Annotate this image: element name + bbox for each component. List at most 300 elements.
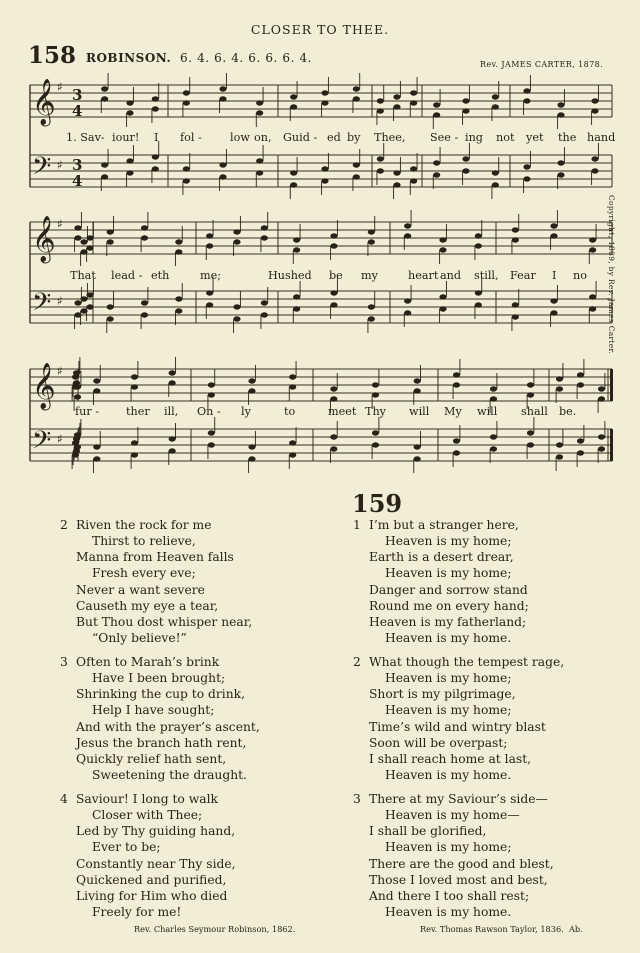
verse-line: Earth is a desert drear,	[369, 550, 514, 565]
note-head	[293, 237, 300, 242]
lyric-syllable: eth	[151, 269, 170, 282]
note-head	[492, 182, 499, 187]
note-head	[404, 223, 411, 228]
note-head	[152, 106, 159, 111]
note-head	[248, 378, 255, 383]
verse-line: Help I have sought;	[92, 703, 215, 718]
note-head	[169, 380, 176, 385]
verse-line: Never a want severe	[76, 582, 205, 597]
time-signature: 3	[72, 156, 83, 174]
note-head	[289, 452, 296, 457]
note-head	[598, 446, 605, 451]
note-head	[368, 304, 375, 309]
note-head	[256, 158, 263, 163]
lyric-syllable: to	[284, 405, 296, 418]
verse-line: Ever to be;	[92, 840, 161, 855]
note-head	[74, 225, 81, 230]
lyric-syllable: will	[409, 405, 430, 418]
lyric-syllable: ing	[465, 131, 483, 144]
note-head	[404, 298, 411, 303]
bass-clef: 𝄢	[32, 426, 52, 461]
verse-line: Danger and sorrow stand	[369, 582, 528, 597]
note-head	[321, 90, 328, 95]
time-signature: 3	[72, 86, 83, 104]
note-head	[219, 162, 226, 167]
note-head	[261, 225, 268, 230]
verse-line: Freely for me!	[92, 905, 182, 920]
tune-name: ROBINSON.	[86, 51, 172, 65]
verse-line: Heaven is my home;	[385, 566, 512, 581]
bass-clef: 𝄢	[32, 288, 52, 323]
note-head	[453, 438, 460, 443]
note-head	[439, 247, 446, 252]
note-head	[523, 176, 530, 181]
note-head	[512, 227, 519, 232]
note-head	[410, 178, 417, 183]
note-head	[377, 156, 384, 161]
note-head	[492, 94, 499, 99]
verse-line: But Thou dost whisper near,	[76, 614, 253, 629]
lyric-syllable: iour!	[112, 131, 140, 144]
lyric-syllable: low	[230, 131, 250, 144]
note-head	[206, 243, 213, 248]
note-head	[208, 382, 215, 387]
verse-number: 3	[60, 655, 68, 669]
note-head	[377, 98, 384, 103]
note-head	[353, 162, 360, 167]
note-head	[393, 94, 400, 99]
verse-line: Saviour! I long to walk	[76, 792, 218, 806]
sharp-sign: ♯	[57, 294, 63, 308]
note-head	[557, 112, 564, 117]
note-head	[368, 316, 375, 321]
verse-number: 3	[353, 792, 361, 806]
note-head	[550, 310, 557, 315]
note-head	[126, 110, 133, 115]
note-head	[74, 394, 81, 399]
note-head	[433, 102, 440, 107]
note-head	[131, 374, 138, 379]
verse-line: Manna from Heaven falls	[76, 550, 234, 565]
note-head	[523, 164, 530, 169]
treble-clef: 𝄞	[32, 216, 56, 262]
hymn-number-159: 159	[352, 489, 403, 518]
note-head	[74, 444, 81, 449]
note-head	[557, 160, 564, 165]
lyric-syllable: Thee,	[374, 131, 406, 144]
note-head	[131, 384, 138, 389]
note-head	[462, 108, 469, 113]
note-head	[183, 178, 190, 183]
note-head	[598, 396, 605, 401]
verse-159-3	[353, 791, 554, 920]
lyric-syllable: be	[329, 269, 343, 282]
note-head	[101, 86, 108, 91]
note-head	[462, 168, 469, 173]
final-barline	[610, 429, 613, 461]
note-head	[556, 386, 563, 391]
note-head	[490, 434, 497, 439]
note-head	[589, 237, 596, 242]
lyric-syllable: me;	[200, 269, 221, 282]
verse-line: Closer with Thee;	[92, 808, 203, 823]
note-head	[93, 456, 100, 461]
note-head	[141, 300, 148, 305]
note-head	[353, 86, 360, 91]
note-head	[289, 384, 296, 389]
note-head	[93, 388, 100, 393]
lyric-syllable: fur -	[75, 405, 100, 418]
verse-line: Soon will be overpast;	[369, 735, 508, 750]
note-head	[233, 304, 240, 309]
note-head	[433, 112, 440, 117]
verse-line: Fresh every eve;	[92, 566, 196, 581]
note-head	[550, 298, 557, 303]
note-head	[556, 454, 563, 459]
note-head	[577, 372, 584, 377]
note-head	[353, 174, 360, 179]
note-head	[131, 452, 138, 457]
note-head	[169, 448, 176, 453]
note-head	[152, 96, 159, 101]
verse-line: I’m but a stranger here,	[369, 518, 519, 532]
note-head	[126, 100, 133, 105]
note-head	[74, 384, 81, 389]
note-head	[591, 108, 598, 113]
note-head	[410, 90, 417, 95]
composer: Rev. JAMES CARTER, 1878.	[480, 60, 604, 69]
note-head	[414, 456, 421, 461]
note-head	[208, 392, 215, 397]
note-head	[219, 174, 226, 179]
verse-line: Heaven is my home.	[385, 768, 512, 783]
note-head	[330, 386, 337, 391]
note-head	[591, 98, 598, 103]
lyric-syllable: Guid -	[283, 131, 318, 144]
note-head	[206, 290, 213, 295]
note-head	[557, 172, 564, 177]
note-head	[556, 442, 563, 447]
attribution-158: Rev. Charles Seymour Robinson, 1862.	[134, 924, 296, 934]
note-head	[293, 306, 300, 311]
note-head	[80, 296, 87, 301]
note-head	[86, 292, 93, 297]
verse-line: Riven the rock for me	[76, 518, 212, 532]
note-head	[290, 170, 297, 175]
note-head	[73, 370, 80, 375]
verse-line: There at my Saviour’s side—	[369, 792, 548, 806]
verse-line: Heaven is my home;	[385, 703, 512, 718]
note-head	[557, 102, 564, 107]
verse-line: Heaven is my home;	[385, 534, 512, 549]
note-head	[439, 294, 446, 299]
note-head	[86, 235, 93, 240]
note-head	[589, 294, 596, 299]
lyric-syllable: Hushed	[268, 269, 312, 282]
note-head	[372, 392, 379, 397]
note-head	[490, 446, 497, 451]
verse-line: Time’s wild and wintry blast	[369, 719, 546, 734]
hymn-number-158: 158	[28, 42, 77, 69]
verse-line: “Only believe!”	[92, 631, 187, 646]
note-head	[289, 440, 296, 445]
verse-line: Short is my pilgrimage,	[369, 687, 516, 702]
note-head	[475, 243, 482, 248]
note-head	[256, 170, 263, 175]
lyric-syllable: by	[347, 131, 361, 144]
note-head	[330, 446, 337, 451]
lyric-syllable: ly	[241, 405, 251, 418]
attribution-159-author: Rev. Thomas Rawson Taylor, 1836.	[420, 924, 564, 934]
verse-line: Have I been brought;	[92, 671, 226, 686]
note-head	[206, 233, 213, 238]
note-head	[577, 450, 584, 455]
note-head	[439, 237, 446, 242]
verse-line: Heaven is my home.	[385, 631, 512, 646]
time-signature: 4	[72, 102, 83, 120]
note-head	[141, 225, 148, 230]
note-head	[290, 94, 297, 99]
note-head	[372, 382, 379, 387]
note-head	[372, 442, 379, 447]
note-head	[206, 302, 213, 307]
note-head	[126, 158, 133, 163]
verse-line: Heaven is my fatherland;	[369, 614, 527, 629]
lyric-syllable: See -	[430, 131, 459, 144]
lyric-syllable: That	[70, 269, 96, 282]
verse-line: Quickened and purified,	[76, 872, 227, 887]
verse-number: 1	[353, 518, 361, 532]
note-head	[175, 249, 182, 254]
note-head	[248, 388, 255, 393]
note-head	[183, 100, 190, 105]
note-head	[107, 316, 114, 321]
note-head	[321, 100, 328, 105]
note-head	[107, 304, 114, 309]
bass-clef: 𝄢	[32, 152, 52, 187]
attribution-159-tag: Ab.	[568, 924, 583, 934]
treble-clef: 𝄞	[32, 79, 56, 125]
note-head	[372, 430, 379, 435]
lyric-syllable: meet	[328, 405, 357, 418]
note-head	[523, 98, 530, 103]
note-head	[453, 450, 460, 455]
verse-line: Shrinking the cup to drink,	[76, 687, 246, 702]
verse-line: Led by Thy guiding hand,	[76, 824, 236, 839]
note-head	[330, 290, 337, 295]
note-head	[233, 316, 240, 321]
lyric-syllable: ill,	[164, 405, 179, 418]
note-head	[475, 290, 482, 295]
note-head	[492, 104, 499, 109]
verse-line: I shall reach home at last,	[369, 751, 532, 766]
note-head	[293, 294, 300, 299]
note-head	[556, 376, 563, 381]
note-head	[353, 96, 360, 101]
note-head	[368, 229, 375, 234]
note-head	[141, 235, 148, 240]
note-head	[101, 96, 108, 101]
lyric-syllable: the	[558, 131, 577, 144]
note-head	[433, 160, 440, 165]
note-head	[512, 314, 519, 319]
verse-line: Round me on every hand;	[369, 598, 529, 613]
note-head	[368, 239, 375, 244]
note-head	[175, 308, 182, 313]
note-head	[169, 436, 176, 441]
verse-line: Constantly near Thy side,	[76, 856, 236, 871]
note-head	[256, 100, 263, 105]
note-head	[393, 104, 400, 109]
lyric-syllable: will	[477, 405, 498, 418]
verse-line: What though the tempest rage,	[369, 655, 565, 669]
note-head	[86, 304, 93, 309]
lyric-syllable: yet	[526, 131, 544, 144]
note-head	[74, 432, 81, 437]
note-head	[414, 378, 421, 383]
note-head	[233, 229, 240, 234]
note-head	[101, 162, 108, 167]
lyric-syllable: Fear	[510, 269, 536, 282]
note-head	[330, 243, 337, 248]
verse-line: Thirst to relieve,	[92, 534, 196, 549]
note-head	[330, 396, 337, 401]
note-head	[101, 174, 108, 179]
lyric-syllable: I	[154, 131, 159, 144]
note-head	[219, 96, 226, 101]
verse-line: And there I too shall rest;	[369, 888, 530, 903]
lyric-syllable: ther	[126, 405, 150, 418]
note-head	[93, 378, 100, 383]
note-head	[490, 396, 497, 401]
lyric-syllable: heart	[408, 269, 439, 282]
page-title: CLOSER TO THEE.	[250, 22, 390, 37]
note-head	[183, 90, 190, 95]
note-head	[577, 382, 584, 387]
note-head	[141, 312, 148, 317]
lyric-syllable: on,	[254, 131, 272, 144]
verse-line: And with the prayer’s ascent,	[76, 719, 260, 734]
verse-line: There are the good and blest,	[369, 856, 554, 871]
note-head	[410, 100, 417, 105]
note-head	[126, 170, 133, 175]
note-head	[261, 312, 268, 317]
lyric-syllable: shall	[521, 405, 548, 418]
lyric-syllable: be.	[559, 405, 577, 418]
note-head	[410, 166, 417, 171]
lyric-syllable: lead -	[111, 269, 143, 282]
lyric-syllable: still,	[474, 269, 499, 282]
lyric-syllable: not	[496, 131, 515, 144]
note-head	[512, 237, 519, 242]
lyric-syllable: fol -	[180, 131, 202, 144]
note-head	[256, 110, 263, 115]
verse-159-1	[353, 517, 529, 646]
verse-158-2	[60, 517, 253, 646]
note-head	[523, 88, 530, 93]
note-head	[208, 430, 215, 435]
verse-number: 2	[60, 518, 68, 532]
note-head	[598, 386, 605, 391]
note-head	[439, 306, 446, 311]
note-head	[208, 442, 215, 447]
final-barline	[610, 369, 613, 401]
note-head	[512, 302, 519, 307]
verse-line: I shall be glorified,	[369, 824, 487, 839]
note-head	[290, 182, 297, 187]
note-head	[550, 233, 557, 238]
note-head	[107, 229, 114, 234]
note-head	[248, 456, 255, 461]
lyric-syllable: ed	[327, 131, 341, 144]
verse-line: Those I loved most and best,	[369, 872, 548, 887]
note-head	[93, 444, 100, 449]
lyric-syllable: hand	[587, 131, 616, 144]
note-head	[598, 434, 605, 439]
note-head	[86, 245, 93, 250]
sharp-sign: ♯	[57, 432, 63, 446]
note-head	[321, 166, 328, 171]
verse-number: 2	[353, 655, 361, 669]
lyric-syllable: and	[440, 269, 462, 282]
verse-159-2	[353, 654, 565, 783]
verse-number: 4	[60, 792, 68, 806]
note-head	[330, 233, 337, 238]
note-head	[527, 392, 534, 397]
note-head	[527, 382, 534, 387]
verse-line: Heaven is my home.	[385, 905, 512, 920]
note-head	[527, 430, 534, 435]
attribution-159	[420, 924, 583, 934]
note-head	[248, 444, 255, 449]
note-head	[577, 438, 584, 443]
sharp-sign: ♯	[57, 364, 63, 378]
note-head	[293, 247, 300, 252]
lyric-syllable: no	[573, 269, 587, 282]
note-head	[393, 170, 400, 175]
verse-158-3	[60, 654, 260, 783]
verse-line: Quickly relief hath sent,	[76, 751, 227, 766]
note-head	[183, 166, 190, 171]
note-head	[550, 223, 557, 228]
note-head	[219, 86, 226, 91]
note-head	[475, 302, 482, 307]
note-head	[414, 444, 421, 449]
verse-line: Causeth my eye a tear,	[76, 598, 219, 613]
meter: 6. 4. 6. 4. 6. 6. 6. 4.	[180, 51, 313, 65]
lyric-syllable: Thy	[365, 405, 386, 418]
note-head	[175, 296, 182, 301]
note-head	[233, 239, 240, 244]
note-head	[289, 374, 296, 379]
note-head	[404, 233, 411, 238]
note-head	[152, 166, 159, 171]
sharp-sign: ♯	[57, 158, 63, 172]
verse-line: Heaven is my home;	[385, 671, 512, 686]
note-head	[290, 104, 297, 109]
verse-line: Living for Him who died	[76, 888, 228, 903]
verse-line: Heaven is my home;	[385, 840, 512, 855]
note-head	[589, 247, 596, 252]
note-head	[591, 168, 598, 173]
verse-line: Heaven is my home—	[385, 808, 520, 823]
note-head	[589, 306, 596, 311]
lyric-syllable: 1. Sav-	[66, 131, 105, 144]
note-head	[261, 235, 268, 240]
lyric-syllable: my	[361, 269, 378, 282]
note-head	[321, 178, 328, 183]
note-head	[169, 370, 176, 375]
